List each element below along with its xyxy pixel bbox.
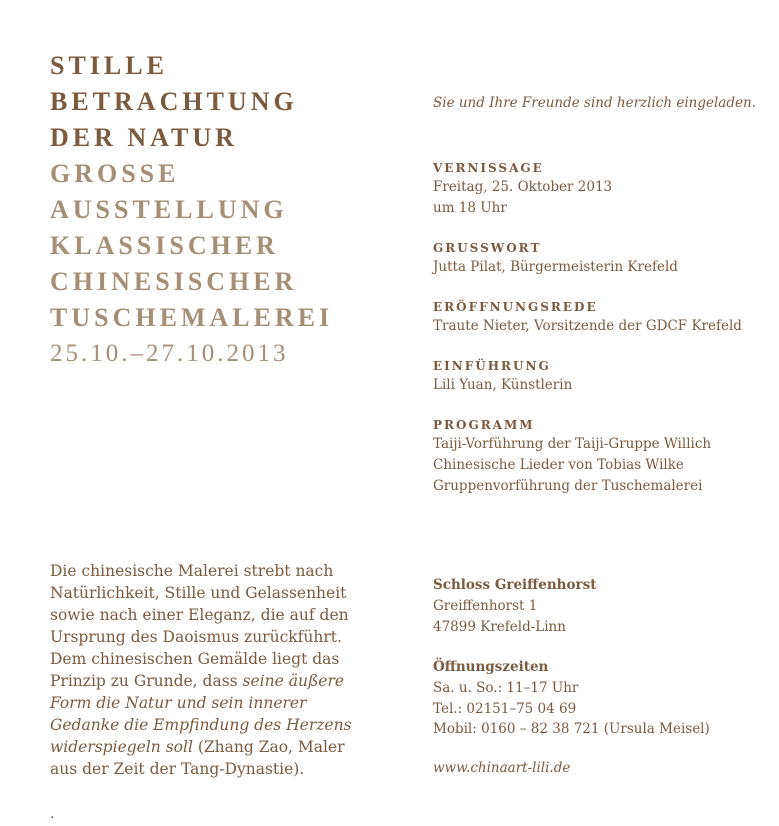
event-grusswort	[433, 240, 763, 278]
description-paragraph	[50, 560, 370, 780]
event-einfuehrung	[433, 358, 763, 396]
hours-times: Sa. u. So.: 11–17 Uhr	[433, 680, 579, 696]
footer-dot: .	[50, 806, 55, 822]
title-line-2: BETRACHTUNG	[50, 87, 298, 116]
venue-block	[433, 575, 763, 637]
event-line: Taiji-Vorführung der Taiji-Gruppe Willich	[433, 436, 712, 452]
subtitle-line-3: KLASSISCHER	[50, 231, 279, 260]
venue-street: Greiffenhorst 1	[433, 598, 538, 614]
event-line: Chinesische Lieder von Tobias Wilke	[433, 457, 684, 473]
event-line: Traute Nieter, Vorsitzende der GDCF Krefeld	[433, 318, 742, 334]
website-link[interactable]: www.chinaart-lili.de	[433, 759, 571, 776]
event-schedule	[433, 160, 763, 518]
event-eroeffnungsrede	[433, 299, 763, 337]
description-quote: seine äußere Form die Natur und sein innerer Gedanke die Empfindung des Herzens widerspiegeln soll	[50, 672, 352, 756]
event-line: Jutta Pilat, Bürgermeisterin Krefeld	[433, 259, 678, 275]
contact-info	[433, 575, 763, 776]
event-programm	[433, 417, 763, 497]
event-line: Lili Yuan, Künstlerin	[433, 377, 573, 393]
venue-city: 47899 Krefeld-Linn	[433, 618, 566, 635]
title-line-3: DER NATUR	[50, 123, 238, 152]
phone-number: Tel.: 02151–75 04 69	[433, 700, 577, 717]
event-line: Freitag, 25. Oktober 2013	[433, 179, 613, 195]
event-line: Gruppenvorführung der Tuschemalerei	[433, 478, 703, 494]
description-part-2: (Zhang Zao, Maler aus der Zeit der Tang-Dynastie).	[50, 738, 345, 778]
hours-heading: Öffnungszeiten	[433, 659, 549, 675]
event-line: um 18 Uhr	[433, 200, 507, 216]
subtitle-line-1: GROSSE	[50, 159, 180, 188]
event-label: ERÖFFNUNGSREDE	[433, 300, 598, 314]
subtitle-line-4: CHINESISCHER	[50, 267, 298, 296]
event-label: VERNISSAGE	[433, 161, 544, 175]
mobile-number: Mobil: 0160 – 82 38 721 (Ursula Meisel)	[433, 721, 710, 737]
exhibition-title	[50, 48, 333, 372]
event-vernissage	[433, 160, 763, 219]
description-part-1: Die chinesische Malerei strebt nach Natürlichkeit, Stille und Gelassenheit sowie nach einer Eleganz, die auf den Ursprung des Daoismus zurückführt. Dem chinesischen Gemälde liegt das Prinzip zu Grunde, dass	[50, 562, 349, 690]
exhibition-dates: 25.10.–27.10.2013	[50, 340, 289, 367]
event-label: GRUSSWORT	[433, 241, 542, 255]
event-label: EINFÜHRUNG	[433, 359, 551, 373]
title-line-1: STILLE	[50, 51, 168, 80]
subtitle-line-2: AUSSTELLUNG	[50, 195, 288, 224]
invitation-text: Sie und Ihre Freunde sind herzlich eingeladen.	[433, 95, 756, 111]
subtitle-line-5: TUSCHEMALEREI	[50, 303, 334, 332]
venue-name: Schloss Greiffenhorst	[433, 577, 597, 593]
hours-block	[433, 657, 763, 740]
event-label: PROGRAMM	[433, 418, 535, 432]
